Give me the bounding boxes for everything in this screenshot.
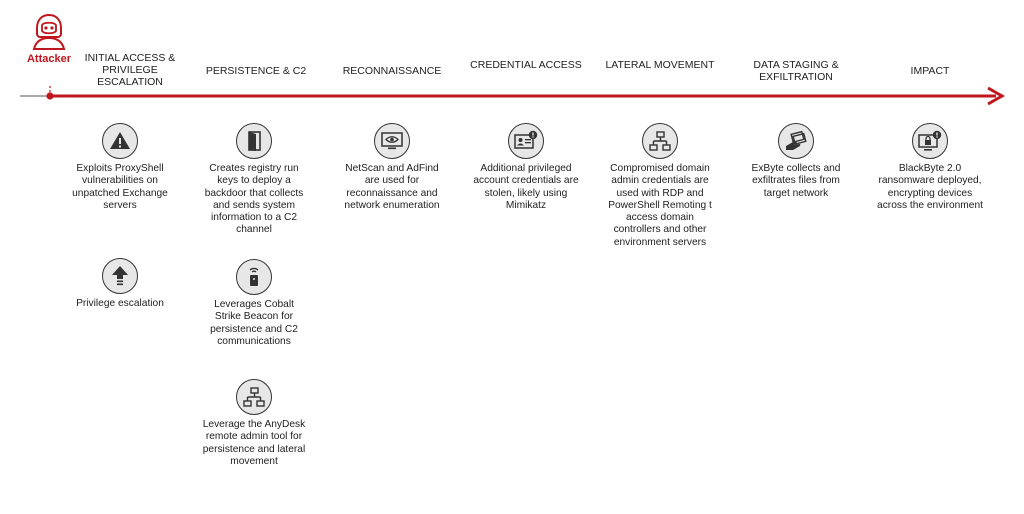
hand-files-icon (778, 123, 814, 159)
step-text: Creates registry run keys to deploy a backdoor that collects and sends system information to a C2 channel (204, 163, 304, 236)
step-rdp-powershell (606, 123, 714, 249)
stage-title-persistence: PERSISTENCE & C2 (205, 65, 307, 77)
id-card-alert-icon (508, 123, 544, 159)
stage-title-initial-access: INITIAL ACCESS & PRIVILEGE ESCALATION (84, 52, 176, 88)
stage-title-impact: IMPACT (910, 65, 950, 77)
step-registry-backdoor (200, 123, 308, 237)
stage-title-lateral-movement: LATERAL MOVEMENT (605, 59, 715, 71)
attacker (22, 12, 76, 65)
step-text: Privilege escalation (76, 298, 164, 309)
step-text: Compromised domain admin credentials are used with RDP and PowerShell Remoting t access domain controllers and other environment servers (608, 163, 712, 248)
step-netscan-adfind (338, 123, 446, 212)
step-text: Leverage the AnyDesk remote admin tool for persistence and lateral movement (202, 419, 306, 467)
step-text: Exploits ProxyShell vulnerabilities on unpatched Exchange servers (72, 163, 168, 211)
step-text: ExByte collects and exfiltrates files from target network (751, 163, 841, 199)
step-blackbyte (876, 123, 984, 212)
beacon-icon (236, 259, 272, 295)
door-icon (236, 123, 272, 159)
step-text: BlackByte 2.0 ransomware deployed, encrypting devices across the environment (877, 163, 983, 211)
stage-title-data-staging: DATA STAGING & EXFILTRATION (753, 59, 839, 83)
eye-monitor-icon (374, 123, 410, 159)
step-mimikatz (472, 123, 580, 212)
step-text: Additional privileged account credentials are stolen, likely using Mimikatz (473, 163, 579, 211)
step-exbyte (742, 123, 850, 200)
network-icon (642, 123, 678, 159)
network-icon (236, 379, 272, 415)
stage-title-reconnaissance: RECONNAISSANCE (342, 65, 442, 77)
stage-title-credential-access: CREDENTIAL ACCESS (470, 59, 582, 71)
step-cobalt-strike (200, 259, 308, 348)
locked-monitor-alert-icon (912, 123, 948, 159)
step-exploit-proxyshell (66, 123, 174, 212)
warning-icon (102, 123, 138, 159)
upload-arrow-icon (102, 258, 138, 294)
hacker-icon (31, 12, 67, 52)
step-privilege-escalation (66, 258, 174, 310)
step-anydesk (200, 379, 308, 468)
step-text: NetScan and AdFind are used for reconnaissance and network enumeration (344, 163, 440, 211)
attacker-label: Attacker (26, 53, 72, 65)
step-text: Leverages Cobalt Strike Beacon for persistence and C2 communications (210, 299, 298, 347)
